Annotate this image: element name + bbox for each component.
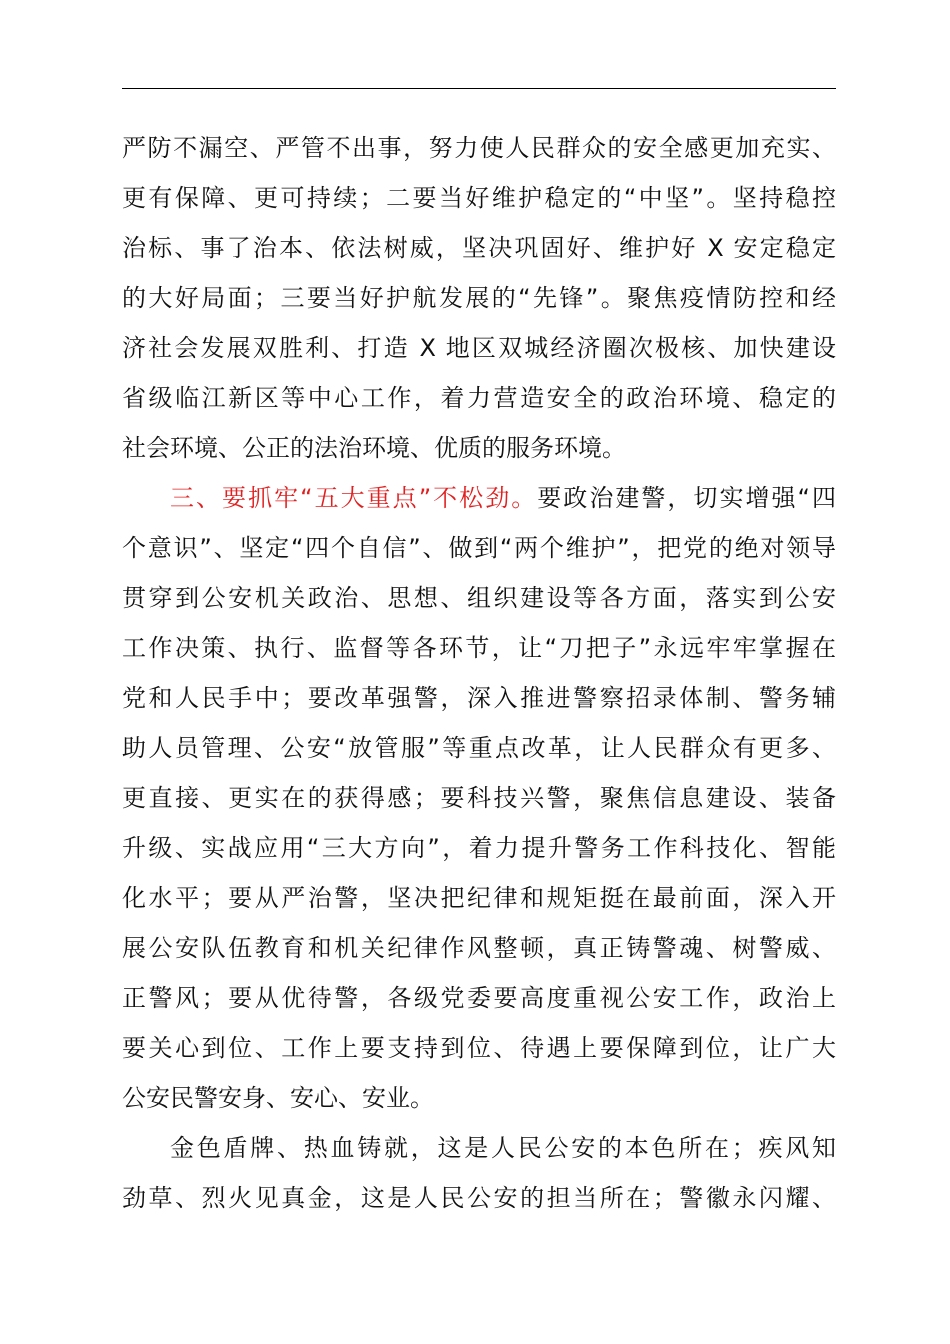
text-line: 要关心到位、工作上要支持到位、待遇上要保障到位，让广大: [122, 1034, 836, 1062]
text-line: 的大好局面；三要当好护航发展的“先锋”。聚焦疫情防控和经: [122, 284, 836, 312]
paragraph-1: [122, 123, 836, 473]
text-line: 社会环境、公正的法治环境、优质的服务环境。: [122, 434, 626, 462]
text-line: 治标、事了治本、依法树威，坚决巩固好、维护好 X 安定稳定: [122, 234, 836, 262]
text-line: 正警风；要从优待警，各级党委要高度重视公安工作，政治上: [122, 984, 836, 1012]
text-line: 更直接、更实在的获得感；要科技兴警，聚焦信息建设、装备: [122, 784, 836, 812]
header-rule: [122, 88, 836, 89]
text-line: [122, 473, 836, 523]
text-line: 济社会发展双胜利、打造 X 地区双城经济圈次极核、加快建设: [122, 334, 836, 362]
text-run: 要政治建警，切实增强“四: [537, 484, 836, 512]
section-heading: 三、要抓牢“五大重点”不松劲。: [170, 484, 538, 512]
text-line: 化水平；要从严治警，坚决把纪律和规矩挺在最前面，深入开: [122, 884, 836, 912]
text-line: 更有保障、更可持续；二要当好维护稳定的“中坚”。坚持稳控: [122, 184, 836, 212]
text-line: 严防不漏空、严管不出事，努力使人民群众的安全感更加充实、: [122, 134, 836, 162]
text-line: 升级、实战应用“三大方向”，着力提升警务工作科技化、智能: [122, 834, 836, 862]
text-line: 公安民警安身、安心、安业。: [122, 1084, 434, 1112]
text-line: 省级临江新区等中心工作，着力营造安全的政治环境、稳定的: [122, 384, 836, 412]
text-line: 展公安队伍教育和机关纪律作风整顿，真正铸警魂、树警威、: [122, 934, 836, 962]
document-body: [122, 123, 836, 1223]
text-line: 劲草、烈火见真金，这是人民公安的担当所在；警徽永闪耀、: [122, 1184, 836, 1212]
text-line: 金色盾牌、热血铸就，这是人民公安的本色所在；疾风知: [170, 1134, 836, 1162]
paragraph-3: [122, 1123, 836, 1223]
text-line: 助人员管理、公安“放管服”等重点改革，让人民群众有更多、: [122, 734, 836, 762]
text-line: 个意识”、坚定“四个自信”、做到“两个维护”，把党的绝对领导: [122, 534, 836, 562]
paragraph-2: [122, 473, 836, 1123]
text-line: 党和人民手中；要改革强警，深入推进警察招录体制、警务辅: [122, 684, 836, 712]
text-line: 工作决策、执行、监督等各环节，让“刀把子”永远牢牢掌握在: [122, 634, 836, 662]
text-line: 贯穿到公安机关政治、思想、组织建设等各方面，落实到公安: [122, 584, 836, 612]
